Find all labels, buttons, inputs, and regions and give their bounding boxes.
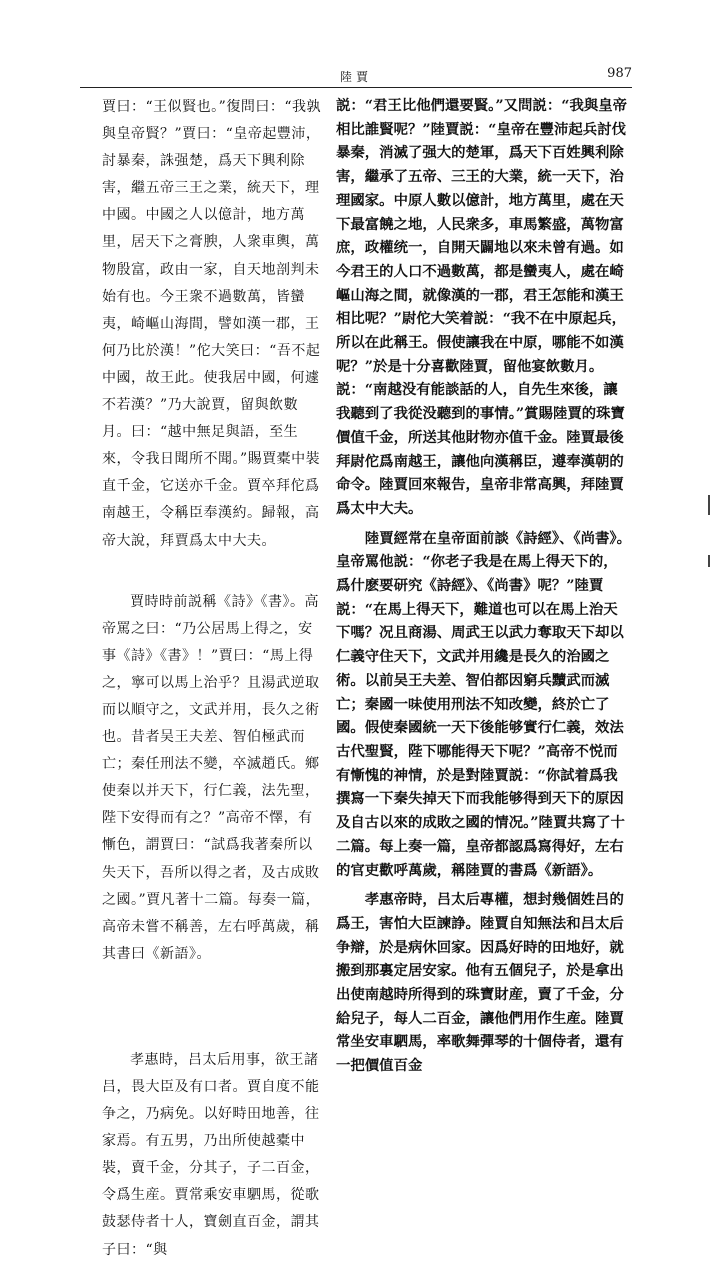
classical-paragraph-2: 賈時時前説稱《詩》《書》。高帝罵之曰：“乃公居馬上得之，安事《詩》《書》！”賈曰：“馬上得之，寧可以馬上治乎？且湯武逆取而以順守之，文武并用，長久之術也。昔者吴王夫差、智伯極武而亡；秦任刑法不變，卒滅趙氏。鄉使秦以并天下，行仁義，法先聖，陛下安得而有之？”高帝不懌，有慚色，謂賈曰：“試爲我著秦所以失天下，吾所以得之者，及古成敗之國。”賈凡著十二篇。每奏一篇，高帝未嘗不稱善，左右呼萬歲，稱其書曰《新語》。 xyxy=(102,593,321,962)
modern-translation-column xyxy=(336,94,632,1078)
page-number: 987 xyxy=(607,66,632,81)
translation-paragraph-1: 説：“君王比他們還要賢。”又問説：“我與皇帝相比誰賢呢？”陸賈説：“皇帝在豐沛起兵討伐暴秦，消滅了强大的楚軍，爲天下百姓興利除害，繼承了五帝、三王的大業，統一天下，治理國家。中原人數以億計，地方萬里，處在天下最富饒之地，人民衆多，車馬繁盛，萬物富庶，政權统一，自開天闢地以來未曾有過。如今君王的人口不過數萬，都是蠻夷人，處在崎嶇山海之間，就像漢的一郡，君王怎能和漢王相比呢？”尉佗大笑着説：“我不在中原起兵，所以在此稱王。假使讓我在中原，哪能不如漢呢？”於是十分喜歡陸賈，留他宴飲數月。説：“南越没有能談話的人，自先生來後，讓我聽到了我從没聽到的事情。”賞賜陸賈的珠寶價值千金，所送其他財物亦值千金。陸賈最後拜尉佗爲南越王，讓他向漢稱臣，遵奉漢朝的命令。陸賈回來報告，皇帝非常高興，拜陸賈爲太中大夫。 xyxy=(336,97,628,517)
scan-edge-mark xyxy=(708,495,710,515)
classical-paragraph-3: 孝惠時，吕太后用事，欲王諸吕，畏大臣及有口者。賈自度不能争之，乃病免。以好畤田地善，往家焉。有五男，乃出所使越橐中裝，賣千金，分其子，子二百金，令爲生産。賈常乘安車駟馬，從歌鼓瑟侍者十人，寶劍直百金，謂其子曰：“與 xyxy=(102,1051,320,1258)
paragraph-spacer xyxy=(102,555,324,589)
running-title: 陸賈 xyxy=(339,70,372,84)
translation-paragraph-2: 陸賈經常在皇帝面前談《詩經》、《尚書》。皇帝罵他説：“你老子我是在馬上得天下的，爲什麽要研究《詩經》、《尚書》呢？”陸賈説：“在馬上得天下，難道也可以在馬上治天下嗎？况且商湯、周武王以武力奪取天下却以仁義守住天下，文武并用纔是長久的治國之術。以前吴王夫差、智伯都因窮兵黷武而滅亡；秦國一味使用刑法不知改變，終於亡了國。假使秦國統一天下後能够實行仁義，效法古代聖賢，陛下哪能得天下呢？”高帝不悦而有慚愧的神情，於是對陸賈説：“你試着爲我撰寫一下秦失掉天下而我能够得到天下的原因及自古以來的成敗之國的情况。”陸賈共寫了十二篇。每上奏一篇，皇帝都認爲寫得好，左右的官吏歡呼萬歲，稱陸賈的書爲《新語》。 xyxy=(336,529,632,879)
translation-paragraph-3: 孝惠帝時，吕太后專權，想封幾個姓吕的爲王，害怕大臣諫諍。陸賈自知無法和吕太后争辯，於是病休回家。因爲好時的田地好，就搬到那裏定居安家。他有五個兒子，於是拿出出使南越時所得到的珠寶財産，賣了千金，分給兒子，每人二百金，讓他們用作生産。陸賈常坐安車駟馬，率歌舞彈琴的十個侍者，還有一把價值百金 xyxy=(336,891,624,1075)
paragraph-spacer xyxy=(102,968,324,1047)
classical-paragraph-1: 賈曰：“王似賢也。”復問曰：“我孰與皇帝賢？”賈曰：“皇帝起豐沛，討暴秦，誅强楚，爲天下興利除害，繼五帝三王之業，統天下，理中國。中國之人以億計，地方萬里，居天下之膏腴，人衆車輿，萬物殷富，政由一家，自天地剖判未始有也。今王衆不過數萬，皆蠻夷，崎嶇山海間，譬如漢一郡，王何乃比於漢！”佗大笑曰：“吾不起中國，故王此。使我居中國，何遽不若漢？”乃大說賈，留與飲數月。曰：“越中無足與語，至生來，令我日聞所不聞。”賜賈橐中裝直千金，它送亦千金。賈卒拜佗爲南越王，令稱臣奉漢約。歸報，高帝大說，拜賈爲太中大夫。 xyxy=(102,99,321,549)
scan-edge-mark xyxy=(708,555,710,567)
header-rule xyxy=(80,87,632,88)
classical-chinese-column xyxy=(102,94,324,1264)
page-header xyxy=(80,66,632,86)
